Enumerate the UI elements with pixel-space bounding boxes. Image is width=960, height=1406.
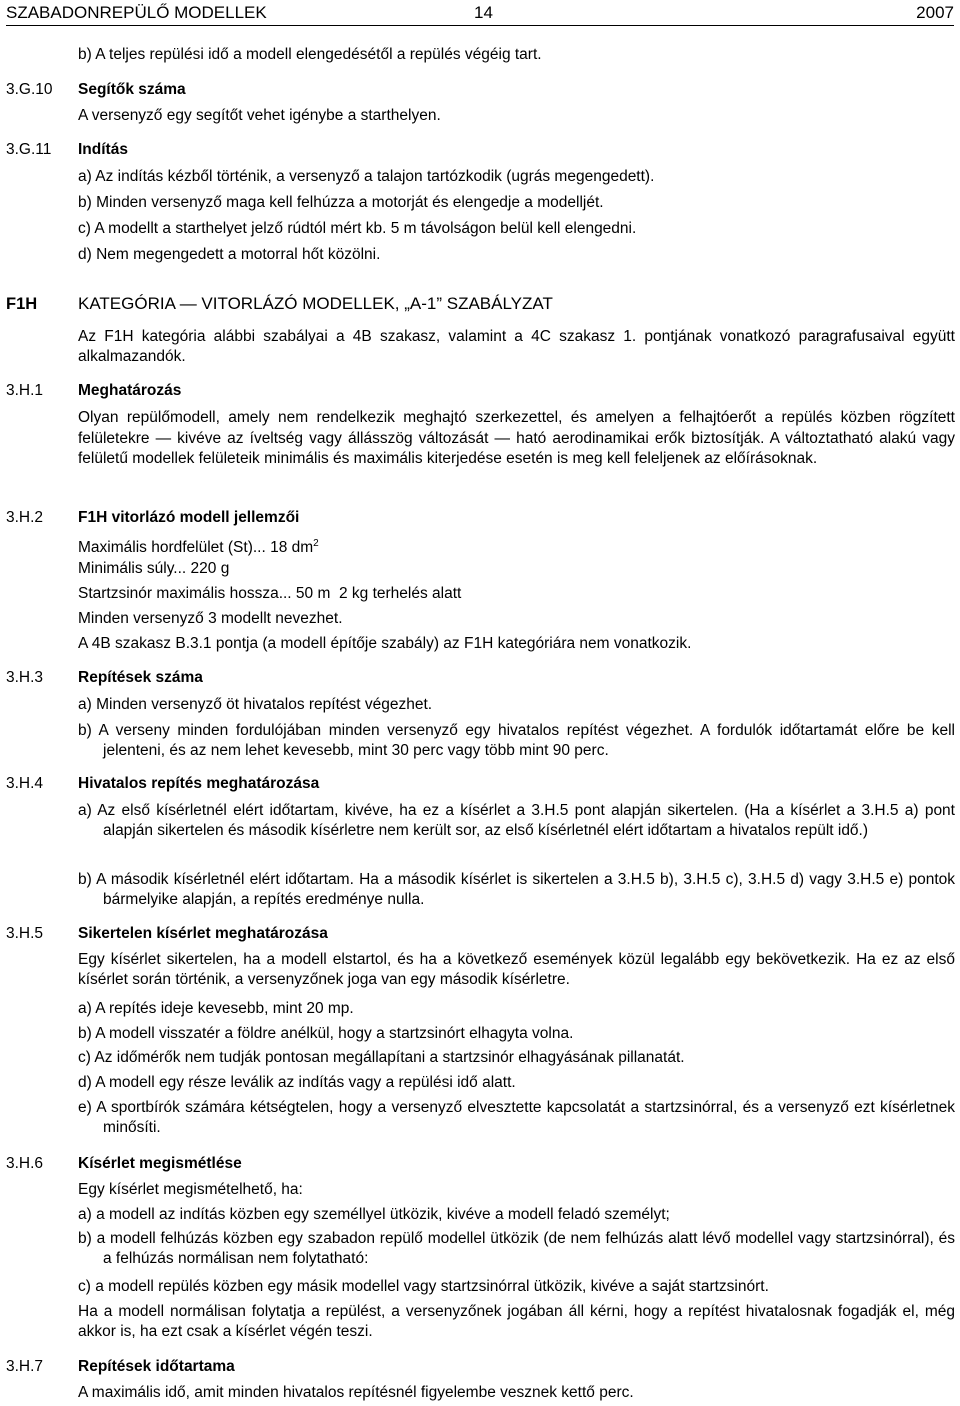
spec-min-weight: Minimális súly... 220 g	[78, 560, 230, 577]
section-title-g11: Indítás	[78, 141, 128, 158]
page-header	[6, 2, 954, 26]
section-number-h5: 3.H.5	[6, 925, 44, 942]
section-number-h1: 3.H.1	[6, 382, 44, 399]
section-number-g11: 3.G.11	[6, 141, 52, 158]
header-year: 2007	[916, 3, 954, 22]
list-item: b) a modell felhúzás közben egy szabadon repülő modellel ütközik (de nem felhúzás alatt lévő modellel vagy startzsinórral), és a felhúzás normálisan nem folytatható:	[78, 1230, 955, 1268]
category-intro: Az F1H kategória alábbi szabályai a 4B szakasz, valamint a 4C szakasz 1. pontjának vonatkozó paragrafusaival együtt alkalmazandók.	[78, 328, 955, 366]
section-number-h2: 3.H.2	[6, 509, 44, 526]
header-title: SZABADONREPÜLŐ MODELLEK	[6, 3, 267, 22]
list-item: c) A modellt a starthelyet jelző rúdtól mért kb. 5 m távolságon belül kell elengedni.	[78, 220, 637, 237]
list-item: c) a modell repülés közben egy másik modellel vagy startzsinórral ütközik, kivéve a saját startzsinórt.	[78, 1278, 769, 1295]
category-title: KATEGÓRIA — VITORLÁZÓ MODELLEK, „A-1” SZABÁLYZAT	[78, 294, 553, 313]
list-item: a) A repítés ideje kevesebb, mint 20 mp.	[78, 1000, 354, 1017]
section-title-h2: F1H vitorlázó modell jellemzői	[78, 509, 300, 526]
list-item: b) A második kísérletnél elért időtartam. Ha a második kísérlet is sikertelen a 3.H.5 b), 3.H.5 c), 3.H.5 d) vagy 3.H.5 e) pontok bármelyike alapján, a repítés eredménye nulla.	[78, 871, 955, 909]
list-item: a) Az indítás kézből történik, a versenyző a talajon tartózkodik (ugrás megengedett).	[78, 168, 655, 185]
section-text-h1: Olyan repülőmodell, amely nem rendelkezik meghajtó szerkezettel, és amelyen a felhajtóerőt a repülés közben rögzített felületekre — kivéve az íveltség vagy állásszög változását — ható aerodinamikai erők biztosítják. A változtatható alakú vagy felületű modellek felületeik minimális és maximális kiterjedése esetén is meg kell feleljenek az előírásoknak.	[78, 409, 955, 468]
section-number-h3: 3.H.3	[6, 669, 44, 686]
section-number-h4: 3.H.4	[6, 775, 44, 792]
page-number: 14	[474, 3, 493, 22]
list-item: d) A modell egy része leválik az indítás vagy a repülési idő alatt.	[78, 1074, 516, 1091]
category-code-f1h: F1H	[6, 295, 38, 313]
section-outro-h6: Ha a modell normálisan folytatja a repülést, a versenyzőnek jogában áll kérni, hogy a repítést hivatalosnak fogadják el, még akkor is, ha ezt csak a kísérlet végén teszi.	[78, 1303, 955, 1341]
list-item: b) A modell visszatér a földre anélkül, hogy a startzsinórt elhagyta volna.	[78, 1025, 574, 1042]
prev-item-b: b) A teljes repülési idő a modell elengedésétől a repülés végéig tart.	[78, 46, 542, 63]
header-rule	[6, 25, 954, 26]
list-item: d) Nem megengedett a motorral hőt közölni.	[78, 246, 381, 263]
list-item: a) Az első kísérletnél elért időtartam, kivéve, ha ez a kísérlet a 3.H.5 pont alapján sikertelen. (Ha a kísérlet a 3.H.5 a) pont alapján sikertelen és második kísérletre nem került sor, az első kísérletnél elért időtartam a hivatalos repült idő.)	[78, 802, 955, 840]
section-title-h7: Repítések időtartama	[78, 1358, 235, 1375]
spec-models: Minden versenyző 3 modellt nevezhet.	[78, 610, 343, 627]
section-intro-h6: Egy kísérlet megismételhető, ha:	[78, 1181, 303, 1198]
section-title-h6: Kísérlet megismétlése	[78, 1155, 242, 1172]
section-number-g10: 3.G.10	[6, 81, 53, 98]
list-item: a) Minden versenyző öt hivatalos repítést végezhet.	[78, 696, 433, 713]
list-item: c) Az időmérők nem tudják pontosan megállapítani a startzsinór elhagyásának pillanatát.	[78, 1049, 685, 1066]
section-number-h6: 3.H.6	[6, 1155, 44, 1172]
section-title-h1: Meghatározás	[78, 382, 182, 399]
spec-max-area: Maximális hordfelület (St)... 18 $dm^2$	[78, 538, 319, 557]
section-number-h7: 3.H.7	[6, 1358, 44, 1375]
section-intro-h5: Egy kísérlet sikertelen, ha a modell elstartol, és ha a következő események közül legalább egy bekövetkezik. Ha ez az első kísérlet során történik, a versenyzőnek joga van egy második kísérletre.	[78, 951, 955, 989]
section-title-h4: Hivatalos repítés meghatározása	[78, 775, 320, 792]
list-item: e) A sportbírók számára kétségtelen, hogy a versenyző elvesztette kapcsolatát a startzsinórral, és a versenyző ezt kísérletnek minősíti.	[78, 1099, 955, 1137]
spec-line-length: Startzsinór maximális hossza... 50 m 2 kg terhelés alatt	[78, 585, 462, 602]
spec-rule: A 4B szakasz B.3.1 pontja (a modell építője szabály) az F1H kategóriára nem vonatkozik.	[78, 635, 692, 652]
section-title-h3: Repítések száma	[78, 669, 203, 686]
list-item: b) Minden versenyző maga kell felhúzza a motorját és elengedje a modelljét.	[78, 194, 604, 211]
section-text-g10: A versenyző egy segítőt vehet igénybe a starthelyen.	[78, 107, 441, 124]
section-title-g10: Segítők száma	[78, 81, 186, 98]
section-title-h5: Sikertelen kísérlet meghatározása	[78, 925, 328, 942]
list-item: a) a modell az indítás közben egy személlyel ütközik, kivéve a modell feladó személyt;	[78, 1206, 670, 1223]
list-item: b) A verseny minden fordulójában minden versenyző egy hivatalos repítést végezhet. A fordulók időtartamát előre be kell jelenteni, és az nem lehet kevesebb, mint 30 perc vagy több mint 90 perc.	[78, 722, 955, 760]
section-text-h7: A maximális idő, amit minden hivatalos repítésnél figyelembe vesznek kettő perc.	[78, 1384, 634, 1401]
